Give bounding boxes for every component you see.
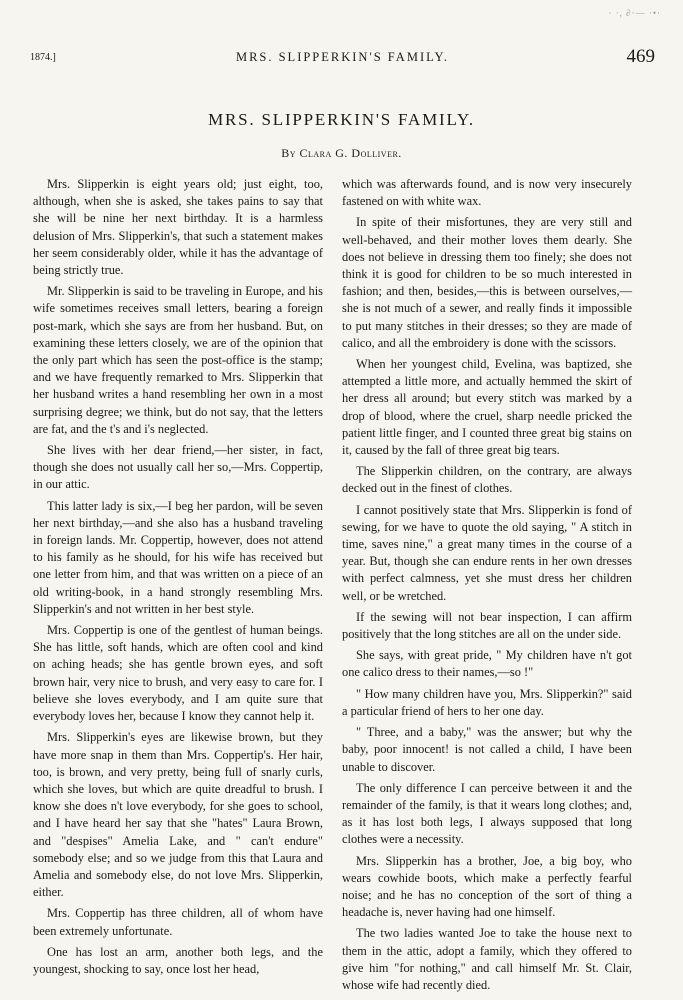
paragraph: Mrs. Slipperkin has a brother, Joe, a big boy, who wears cowhide boots, which make a perfectly fearful noise; and he has no conception of the sort of thing a headache is, never having had one himself. [342,853,632,920]
paragraph: Mrs. Slipperkin's eyes are likewise brown, but they have more snap in them than Mrs. Coppertip's. Her hair, too, is brown, and very pretty, being full of snarly curls, which she loves, but which are quite dreadful to brush. I know she does n't love everybody, for she goes to school, and I have heard her say that she "hates" Laura Brown, and "despises" Amelia Lake, and " can't endure" somebody else; and so we judge from this that Laura and Amelia and somebody else, do not love Mrs. Slipperkin, either. [33,730,323,900]
paragraph: Mrs. Slipperkin is eight years old; just eight, too, although, when she is asked, she takes pains to say that she will be nine her next birthday. It is a harmless delusion of Mrs. Slipperkin's, that such a statement makes her seem considerably older, while it has the advantage of being strictly true. [33,177,323,278]
paragraph: Mr. Slipperkin is said to be traveling in Europe, and his wife sometimes receives small letters, bearing a foreign post-mark, which she says are from her husband. But, on examining these letters closely, we are of the opinion that the only part which has seen the post-office is the stamp; and we have frequently remarked to Mrs. Slipperkin that her husband writes a hand resembling her own in a most surprising degree; we think, but do not say, that the letters are fat, and the t's and i's neglected. [33,284,323,436]
paragraph: She lives with her dear friend,—her sister, in fact, though she does not usually call her so,—Mrs. Coppertip, in our attic. [33,443,323,492]
paragraph: The two ladies wanted Joe to take the house next to them in the attic, adopt a family, which they offered to give him "for nothing," and call himself Mr. St. Clair, whose wife had recently died. [342,926,632,992]
paragraph: " How many children have you, Mrs. Slipperkin?" said a particular friend of hers to her one day. [342,686,632,718]
paragraph: One has lost an arm, another both legs, and the youngest, shocking to say, once lost her head, [33,944,323,976]
page-number: 469 [626,46,655,67]
left-column [33,176,323,982]
paragraph: She says, with great pride, " My children have n't got one calico dress to their names,—so !" [342,648,632,680]
paragraph: " Three, and a baby," was the answer; but why the baby, poor innocent! is not called a child, I have been unable to discover. [342,725,632,774]
running-head-title: MRS. SLIPPERKIN'S FAMILY. [235,50,450,64]
paragraph: The only difference I can perceive between it and the remainder of the family, is that it wears long clothes; and, as it has lost both legs, I always supposed that long clothes were a necessity. [342,780,632,847]
corner-ink-mark: · ·, ∂·— ·•· [608,8,661,18]
paragraph: If the sewing will not bear inspection, I can affirm positively that the long stitches are all on the under side. [342,609,632,642]
paragraph: Mrs. Coppertip has three children, all of whom have been extremely unfortunate. [33,906,323,938]
paragraph: When her youngest child, Evelina, was baptized, she attempted a little more, and actually hemmed the skirt of her dress all around; but every stitch was marked by a drop of blood, where the cruel, sharp needle pricked the patient little finger, and I counted three great big stains on it, caused by the fall of three great big tears. [342,357,632,458]
paragraph: In spite of their misfortunes, they are very still and well-behaved, and their mother loves them dearly. She does not believe in dressing them too finely; she does not think it is good for children to be so much interested in fashion; and then, besides,—this is between ourselves,—she is not much of a sewer, and really finds it impossible to put many stitches in their dresses; so they are made of calico, and all the embroidery is done with the scissors. [342,215,632,350]
paragraph: Mrs. Coppertip is one of the gentlest of human beings. She has little, soft hands, which are often cool and kind on aching heads; she has gentle brown eyes, and soft brown hair, very nice to brush, and very easy to care for. I believe she loves everybody, and I am quite sure that everybody loves her, because I know they cannot help it. [33,623,323,724]
byline: By Clara G. Dolliver. [281,146,402,160]
paragraph: This latter lady is six,—I beg her pardon, will be seven her next birthday,—and she also has a husband traveling in foreign lands. Mr. Coppertip, however, does not attend to his family as he should, for his wife has received but one letter from him, and that was written on a piece of an old writing-book, in a hand strongly resembling Mrs. Slipperkin's and not written in her best style. [33,498,323,616]
article-title: MRS. SLIPPERKIN'S FAMILY. [208,110,475,129]
paragraph: I cannot positively state that Mrs. Slipperkin is fond of sewing, for we have to quote the old saying, " A stitch in time, saves nine," a great many times in the course of a year. But, though she can endure rents in her own dresses with perfect calmness, yet she must dress her children well, or be wretched. [342,502,632,603]
running-head-date: 1874.] [30,52,56,63]
running-head [30,46,655,70]
right-column [342,176,632,998]
paragraph: The Slipperkin children, on the contrary, are always decked out in the finest of clothes. [342,464,632,496]
paragraph: which was afterwards found, and is now very insecurely fastened on with white wax. [342,177,632,209]
